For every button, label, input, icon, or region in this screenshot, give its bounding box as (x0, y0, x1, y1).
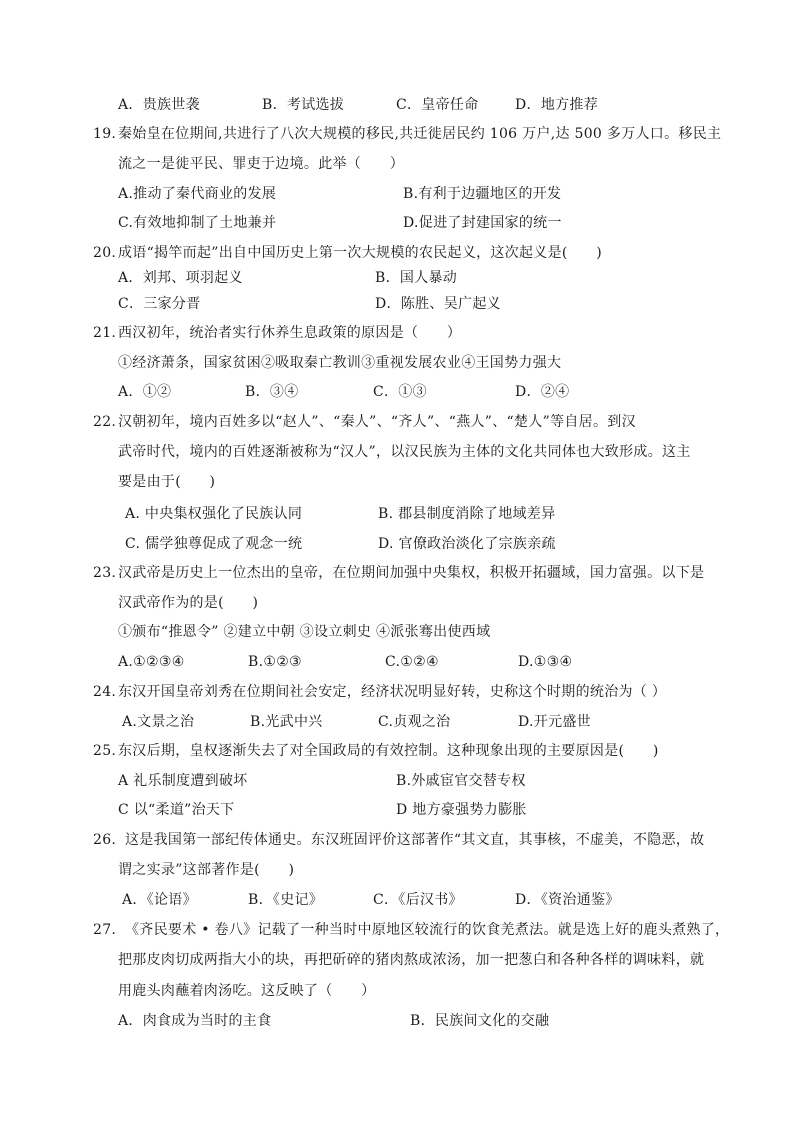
question-27-stem-line-2 (0, 948, 800, 972)
option-c: C.贞观之治 (378, 714, 451, 730)
question-22-options-row-2 (0, 532, 800, 556)
question-stem: 这是我国第一部纪传体通史。东汉班固评价这部著作“其文直，其事核，不虚美，不隐恶，故 (125, 832, 705, 848)
question-stem: 要是由于( ) (118, 474, 216, 490)
question-22-stem-line-2 (0, 440, 800, 464)
question-stem: 成语“揭竿而起”出自中国历史上第一次大规模的农民起义，这次起义是( ) (118, 245, 603, 261)
question-number: 20. (93, 245, 117, 261)
question-number: 26. (93, 832, 117, 848)
question-21-options (0, 380, 800, 404)
question-21-stem-line-2 (0, 351, 800, 375)
question-25-stem-line-1 (0, 739, 800, 763)
option-a: A 礼乐制度遭到破坏 (118, 773, 248, 789)
question-stem: 谓之实录”这部著作是( ) (118, 862, 295, 878)
option-b: B．③④ (245, 384, 299, 400)
option-b: B．国人暴动 (375, 270, 458, 286)
question-27-options-row-1 (0, 1009, 800, 1033)
question-stem: 秦始皇在位期间,共进行了八次大规模的移民,共迁徙居民约 106 万户,达 500 多万人口。移民主 (118, 126, 722, 142)
option-d: D.促进了封建国家的统一 (403, 215, 562, 231)
question-stem: 流之一是徙平民、罪吏于边境。此举（ ） (118, 156, 404, 172)
option-a: A．刘邦、项羽起义 (118, 270, 243, 286)
option-a: A．贵族世袭 (118, 97, 200, 113)
option-d: D.开元盛世 (518, 714, 591, 730)
option-d: D. 官僚政治淡化了宗族亲疏 (378, 536, 556, 552)
option-b: B.外戚宦官交替专权 (396, 773, 526, 789)
option-c: C．《后汉书》 (373, 892, 463, 908)
option-a: A．肉食成为当时的主食 (118, 1013, 272, 1029)
option-c: C．三家分晋 (118, 296, 201, 312)
option-d: D．《资治通鉴》 (515, 892, 620, 908)
question-23-options (0, 650, 800, 674)
question-stem: 《齐民要术 • 卷八》记载了一种当时中原地区较流行的饮食羌煮法。就是选上好的鹿头煮熟了， (125, 922, 730, 938)
question-19-options-row-2 (0, 211, 800, 235)
question-stem: 西汉初年，统治者实行休养生息政策的原因是（ ） (118, 325, 462, 341)
question-26-stem-line-1 (0, 828, 800, 852)
option-d: D．陈胜、吴广起义 (375, 296, 501, 312)
question-number: 21. (93, 325, 117, 341)
question-stem: 汉武帝是历史上一位杰出的皇帝，在位期间加强中央集权，积极开拓疆域，国力富强。以下是 (118, 565, 705, 581)
question-stem: 武帝时代，境内的百姓逐渐被称为“汉人”，以汉民族为主体的文化共同体也大致形成。这主 (118, 444, 691, 460)
option-c: C. 儒学独尊促成了观念一统 (125, 536, 303, 552)
question-stem: 汉朝初年，境内百姓多以“赵人”、“秦人”、“齐人”、“燕人”、“楚人”等自居。到汉 (118, 414, 636, 430)
option-b: B．《史记》 (248, 892, 324, 908)
option-c: C 以“柔道”治天下 (118, 802, 235, 818)
option-b: B．考试选拔 (262, 97, 345, 113)
question-26-stem-line-2 (0, 858, 800, 882)
option-b: B．民族间文化的交融 (410, 1013, 550, 1029)
option-c: C．①③ (373, 384, 427, 400)
question-24-options (0, 710, 800, 734)
question-number: 24. (93, 684, 117, 700)
option-d: D．地方推荐 (515, 97, 599, 113)
question-20-options-row-1 (0, 266, 800, 290)
question-stem: 用鹿头肉蘸着肉汤吃。这反映了（ ） (118, 983, 376, 999)
question-19-stem-line-2 (0, 152, 800, 176)
option-b: B.有利于边疆地区的开发 (403, 186, 562, 202)
option-c: C．皇帝任命 (396, 97, 479, 113)
question-22-options-row-1 (0, 502, 800, 526)
question-22-stem-line-1 (0, 410, 800, 434)
option-a: A.文景之治 (122, 714, 195, 730)
question-18-options (0, 93, 800, 117)
question-22-stem-line-3 (0, 470, 800, 494)
question-23-stem-line-1 (0, 561, 800, 585)
question-20-options-row-2 (0, 292, 800, 316)
option-c: C.有效地抑制了土地兼并 (118, 215, 277, 231)
question-26-options (0, 888, 800, 912)
question-stem: ①颁布“推恩令” ②建立中朝 ③设立刺史 ④派张骞出使西域 (118, 624, 491, 640)
question-19-stem-line-1 (0, 122, 800, 146)
question-number: 23. (93, 565, 117, 581)
question-number: 27. (93, 922, 117, 938)
question-number: 19. (93, 126, 117, 142)
question-19-options-row-1 (0, 182, 800, 206)
question-27-stem-line-1 (0, 918, 800, 942)
option-a: A．①② (118, 384, 172, 400)
option-a: A.推动了秦代商业的发展 (118, 186, 277, 202)
option-d: D．②④ (515, 384, 570, 400)
option-a: A．《论语》 (122, 892, 197, 908)
option-d: D.①③④ (518, 654, 573, 670)
question-stem: 汉武帝作为的是( ) (118, 595, 259, 611)
option-a: A.①②③④ (118, 654, 185, 670)
question-stem: ①经济萧条，国家贫困②吸取秦亡教训③重视发展农业④王国势力强大 (118, 355, 562, 371)
question-24-stem-line-1 (0, 680, 800, 704)
option-d: D 地方豪强势力膨胀 (396, 802, 527, 818)
question-25-options-row-2 (0, 798, 800, 822)
question-stem: 把那皮肉切成两指大小的块，再把斫碎的猪肉熬成浓汤，加一把葱白和各种各样的调味料，就 (118, 952, 705, 968)
question-27-stem-line-3 (0, 979, 800, 1003)
question-stem: 东汉后期，皇权逐渐失去了对全国政局的有效控制。这种现象出现的主要原因是( ) (118, 743, 659, 759)
question-20-stem-line-1 (0, 241, 800, 265)
option-b: B.①②③ (248, 654, 302, 670)
question-number: 22. (93, 414, 117, 430)
question-23-stem-line-2 (0, 591, 800, 615)
question-stem: 东汉开国皇帝刘秀在位期间社会安定，经济状况明显好转，史称这个时期的统治为（ ） (118, 684, 667, 700)
option-a: A. 中央集权强化了民族认同 (125, 506, 303, 522)
option-c: C.①②④ (385, 654, 439, 670)
question-23-stem-line-3 (0, 620, 800, 644)
option-b: B.光武中兴 (250, 714, 323, 730)
question-21-stem-line-1 (0, 321, 800, 345)
question-25-options-row-1 (0, 769, 800, 793)
question-number: 25. (93, 743, 117, 759)
option-b: B. 郡县制度消除了地域差异 (378, 506, 556, 522)
